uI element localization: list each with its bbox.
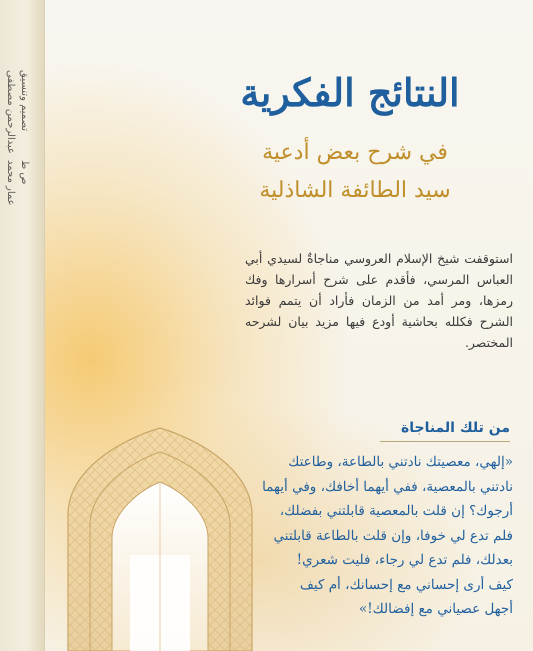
excerpt-line: أجهل عصياني مع إفضالك!»: [359, 601, 513, 617]
excerpt-line: كيف أرى إحساني مع إحسانك، أم كيف: [299, 576, 513, 593]
book-subtitle-line-2: سيد الطائفة الشاذلية: [259, 178, 451, 203]
spine-design-label: تصميم وتنسيق: [19, 70, 30, 131]
excerpt-line: «إلهي، معصيتك نادتني بالطاعة، وطاعتك: [288, 454, 513, 470]
excerpt-line: نادتني بالمعصية، ففي أيهما أخافك، وفي أيهما: [262, 478, 513, 495]
spine-letter-label: ص ط: [19, 160, 30, 185]
book-subtitle-line-1: في شرح بعض أدعية: [262, 140, 448, 165]
book-spine: [0, 0, 45, 651]
arch-icon: [60, 420, 260, 651]
excerpt-heading: من تلك المناجاة: [400, 420, 510, 436]
excerpt-line: فلم تدع لي خوفا، وإن قلت بالطاعة قابلتني: [273, 527, 513, 544]
excerpt-line: أرجوك؟ إن قلت بالمعصية قابلتني بفضلك،: [279, 503, 513, 519]
intro-paragraph: [245, 248, 513, 353]
intro-text: استوقفت شيخ الإسلام العروسي مناجاةٌ لسيدي أبي العباس المرسي، فأقدم على شرح أسرارها وفك رمزها، ومر أمد من الزمان فأراد أن يتمم فوائد الشرح فكلله بحاشية أودع فيها مزيد بيان لشرحه المختصر.: [245, 251, 513, 350]
excerpt-line: بعدلك، فلم تدع لي رجاء، فليت شعري!: [296, 552, 513, 568]
spine-author-name: عمار محمد: [5, 160, 16, 206]
arch-illustration: [60, 420, 260, 651]
excerpt-block: [255, 450, 513, 622]
excerpt-heading-rule: [380, 441, 510, 442]
spine-designer-name: عبدالرحمن مصطفى: [5, 70, 16, 154]
book-title: النتائج الفكرية: [240, 70, 460, 115]
